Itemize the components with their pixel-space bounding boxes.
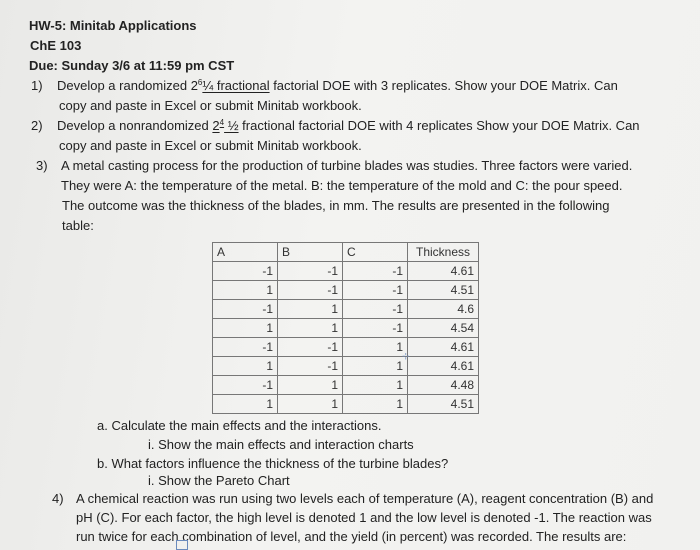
q1-line1-a: Develop a randomized 2 — [57, 78, 198, 93]
q2-base: 2 — [212, 118, 220, 133]
q3-line3: The outcome was the thickness of the blades, in mm. The results are presented in the following — [62, 198, 610, 213]
table-cell: -1 — [213, 300, 278, 319]
table-cell: 4.61 — [408, 357, 479, 376]
q2-line2: copy and paste in Excel or submit Minitab workbook. — [59, 138, 362, 153]
table-cell: -1 — [278, 262, 343, 281]
table-cell: 4.48 — [408, 376, 479, 395]
q3-number: 3) — [36, 158, 48, 173]
table-cell: -1 — [278, 281, 343, 300]
table-cell: 4.6 — [408, 300, 479, 319]
q1-line2: copy and paste in Excel or submit Minitab workbook. — [59, 98, 362, 113]
table-cell: 1 — [343, 357, 408, 376]
q4-line1: A chemical reaction was run using two levels each of temperature (A), reagent concentration (B) and — [76, 491, 654, 506]
table-cell: -1 — [343, 300, 408, 319]
q2-exponent: 4 — [219, 118, 225, 127]
subitem-b-i: i. Show the Pareto Chart — [148, 473, 290, 488]
table-cell: 1 — [213, 319, 278, 338]
table-cell: 1 — [278, 376, 343, 395]
due-date: Due: Sunday 3/6 at 11:59 pm CST — [29, 58, 235, 73]
q2-fraction: ½ — [224, 118, 239, 133]
q1-number: 1) — [31, 78, 43, 93]
table-cell: -1 — [278, 357, 343, 376]
course-code: ChE 103 — [30, 38, 82, 53]
table-cell: 4.54 — [408, 319, 479, 338]
move-handle-icon[interactable] — [176, 540, 188, 550]
table-row — [213, 357, 479, 376]
q1-fraction: ¼ fractional — [202, 78, 270, 93]
table-cell: 1 — [343, 338, 408, 357]
table-header-cell: Thickness — [408, 243, 479, 262]
table-row — [213, 338, 479, 357]
q3-line2: They were A: the temperature of the metal. B: the temperature of the mold and C: the pour speed. — [61, 178, 623, 193]
table-cell: 1 — [278, 319, 343, 338]
q2-line1 — [57, 118, 640, 133]
table-cell: -1 — [343, 281, 408, 300]
subitem-b: b. What factors influence the thickness of the turbine blades? — [97, 456, 449, 471]
table-header-cell: B — [278, 243, 343, 262]
subitem-a: a. Calculate the main effects and the interactions. — [97, 418, 382, 433]
table-header-cell: A — [213, 243, 278, 262]
q1-line1 — [57, 78, 618, 93]
q3-line4: table: — [62, 218, 94, 233]
table-cell: 4.51 — [408, 395, 479, 414]
q1-exponent: 6 — [197, 78, 203, 87]
subitem-a-i: i. Show the main effects and interaction charts — [148, 437, 414, 452]
q2-number: 2) — [31, 118, 43, 133]
table-cell: -1 — [343, 319, 408, 338]
table-header-cell: C — [343, 243, 408, 262]
table-cell: 1 — [343, 395, 408, 414]
table-cell: -1 — [213, 338, 278, 357]
anchor-mark-icon: ⊹ — [402, 351, 410, 361]
q4-line3: run twice for each combination of level, and the yield (in percent) was recorded. The results are: — [76, 529, 627, 544]
table-cell: 1 — [213, 395, 278, 414]
q2-line1-a: Develop a nonrandomized — [57, 118, 213, 133]
table-cell: 4.61 — [408, 338, 479, 357]
table-row — [213, 319, 479, 338]
table-cell: 1 — [278, 300, 343, 319]
table-row — [213, 395, 479, 414]
table-header-row — [213, 243, 479, 262]
table-cell: -1 — [343, 262, 408, 281]
table-cell: 1 — [343, 376, 408, 395]
table-cell: -1 — [213, 376, 278, 395]
doc-title: HW-5: Minitab Applications — [29, 18, 197, 33]
data-table — [212, 242, 479, 414]
table-cell: 1 — [278, 395, 343, 414]
table-cell: 1 — [213, 281, 278, 300]
table-cell: 4.51 — [408, 281, 479, 300]
table-row — [213, 262, 479, 281]
table-row — [213, 376, 479, 395]
table-cell: 1 — [213, 357, 278, 376]
q1-line1-b: factorial DOE with 3 replicates. Show your DOE Matrix. Can — [269, 78, 618, 93]
table-cell: -1 — [278, 338, 343, 357]
table-row — [213, 300, 479, 319]
table-cell: -1 — [213, 262, 278, 281]
q3-line1: A metal casting process for the production of turbine blades was studies. Three factors were varied. — [61, 158, 633, 173]
q4-line2: pH (C). For each factor, the high level is denoted 1 and the low level is denoted -1. The reaction was — [76, 510, 652, 525]
table-row — [213, 281, 479, 300]
q2-line1-b: fractional factorial DOE with 4 replicates Show your DOE Matrix. Can — [238, 118, 640, 133]
table-cell: 4.61 — [408, 262, 479, 281]
q4-number: 4) — [52, 491, 64, 506]
